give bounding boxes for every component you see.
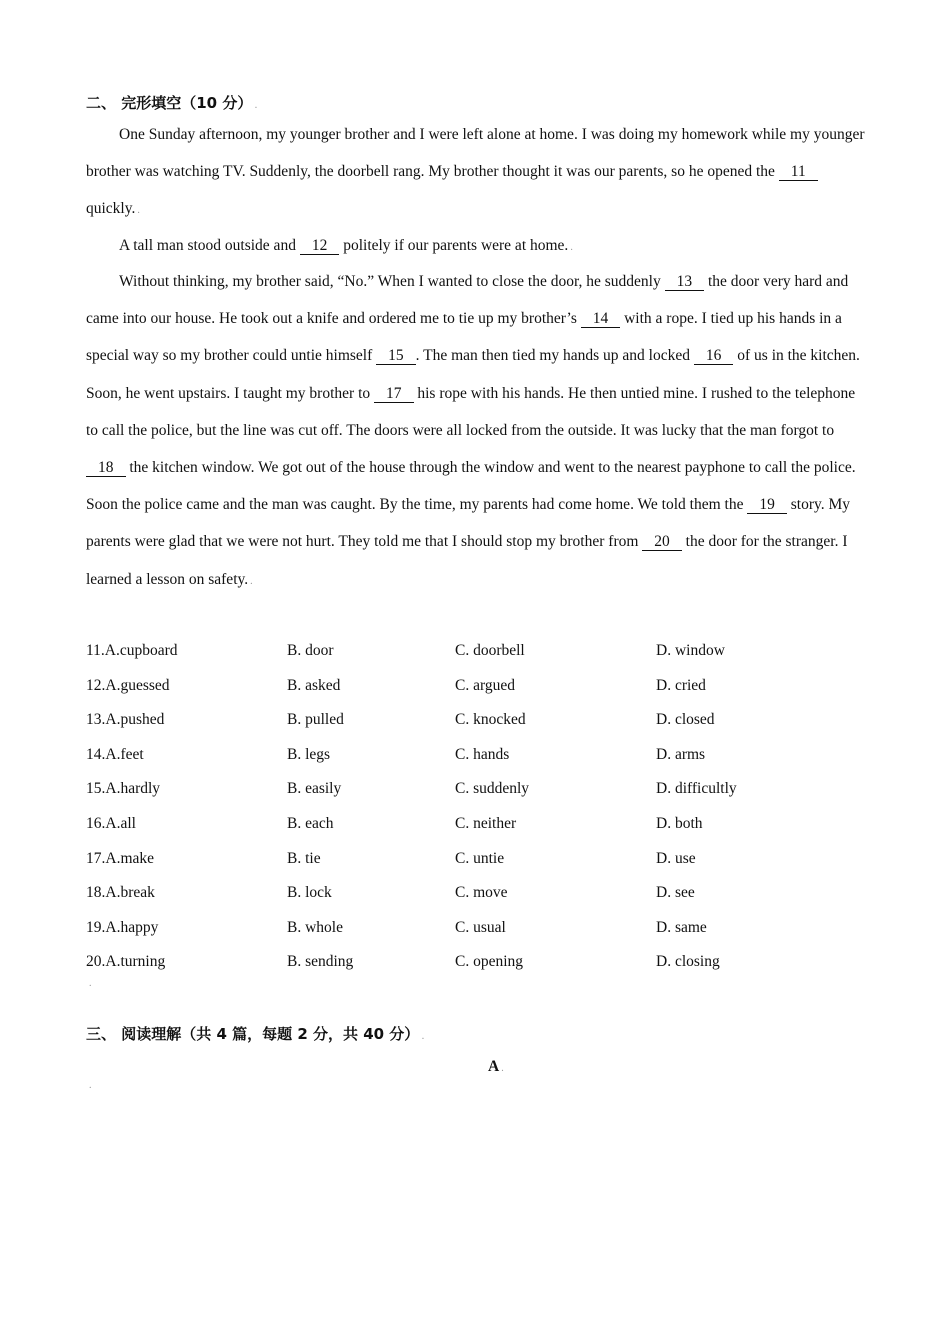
option-16-d: D. both (656, 814, 703, 832)
passage-a-label: A . (488, 1058, 504, 1075)
option-19-a: 19.A.happy (86, 918, 159, 936)
option-row-16 (86, 807, 886, 842)
blank-18: 18 (86, 460, 126, 477)
option-14-d: D. arms (656, 745, 706, 763)
passage-paragraph-3: Without thinking, my brother said, “No.” When I wanted to close the door, he suddenly 13 the door very hard and came into our house. He took out a knife and ordered me to tie up my brother’s 14 with a rope. I tied up his hands in a special way so my brother could untie himself 15 . The man then tied my hands up and locked 16 of us in the kitchen. Soon, he went upstairs. I taught my brother to 17 his rope with his hands. He then untied mine. I rushed to the telephone to call the police, but the line was cut off. The doors were all locked from the outside. It was lucky that the man forgot to 18 the kitchen window. We got out of the house through the window and went to the nearest payphone to call the police. Soon the police came and the man was caught. By the time, my parents had come home. We told them the 19 story. My parents were glad that we were not hurt. They told me that I should stop my brother from 20 the door for the stranger. I learned a lesson on safety. . (86, 273, 860, 588)
section-2-title: 二、 完形填空（10 分） (86, 94, 253, 112)
option-12-b: B. asked (287, 676, 341, 694)
option-16-b: B. each (287, 814, 334, 832)
option-15-b: B. easily (287, 780, 342, 798)
option-18-a: 18.A.break (86, 884, 155, 902)
option-17-a: 17.A.make (86, 849, 155, 867)
option-15-a: 15.A.hardly (86, 780, 161, 798)
option-11-b: B. door (287, 642, 334, 659)
p3-text-9: the door for the stranger. I learned a lesson on safety. (86, 533, 848, 588)
option-13-d: D. closed (656, 711, 715, 729)
option-15-d: D. difficultly (656, 780, 737, 798)
p3-text-1: Without thinking, my brother said, “No.” When I wanted to close the door, he suddenly (119, 273, 665, 290)
option-row-17 (86, 842, 886, 877)
p3-text-7: the kitchen window. We got out of the house through the window and went to the nearest payphone to call the police. Soon the police came and the man was caught. By the time, my parents had come home. We told them the (86, 459, 856, 514)
passage-paragraph-2: A tall man stood outside and 12 politely if our parents were at home. . (119, 237, 573, 254)
p3-text-2: the door very hard and came into our house. He took out a knife and ordered me to tie up my brother’s (86, 273, 849, 328)
option-14-b: B. legs (287, 745, 331, 763)
option-19-b: B. whole (287, 918, 343, 936)
option-13-a: 13.A.pushed (86, 711, 165, 729)
p2-text-before: A tall man stood outside and (119, 237, 300, 254)
option-12-c: C. argued (455, 676, 515, 694)
section-3-title: 三、 阅读理解（共 4 篇，每题 2 分，共 40 分） (86, 1025, 420, 1043)
option-12-d: D. cried (656, 676, 706, 694)
paragraph-mark-2: . (89, 1080, 92, 1091)
option-19-c: C. usual (455, 918, 506, 936)
option-20-b: B. sending (287, 953, 354, 971)
option-row-13 (86, 703, 886, 738)
option-row-11 (86, 634, 886, 669)
option-row-14 (86, 738, 886, 773)
option-row-19 (86, 911, 886, 946)
p1-text-after: quickly. (86, 200, 136, 218)
p3-text-5: of us in the kitchen. Soon, he went upstairs. I taught my brother to (86, 347, 860, 402)
p3-text-8: story. My parents were glad that we were not hurt. They told me that I should stop my brother from (86, 496, 851, 551)
blank-20: 20 (642, 534, 682, 551)
blank-19: 19 (747, 497, 787, 514)
option-19-d: D. same (656, 918, 707, 936)
blank-12: 12 (300, 238, 340, 255)
section-2-heading: 二、 完形填空（10 分） . (86, 94, 258, 112)
option-row-20 (86, 945, 886, 980)
p3-text-3: with a rope. I tied up his hands in a special way so my brother could untie himself (86, 310, 842, 365)
option-16-c: C. neither (455, 814, 517, 832)
blank-16: 16 (694, 348, 734, 365)
blank-14: 14 (581, 311, 621, 328)
option-18-d: D. see (656, 884, 695, 902)
option-16-a: 16.A.all (86, 814, 136, 832)
p2-text-after: politely if our parents were at home. (339, 237, 569, 254)
option-17-c: C. untie (455, 849, 505, 867)
passage-paragraph-1: One Sunday afternoon, my younger brother and I were left alone at home. I was doing my homework while my younger brother was watching TV. Suddenly, the doorbell rang. My brother thought it was our parents, so he opened the 11 quickly. . (86, 126, 865, 218)
option-18-c: C. move (455, 884, 508, 902)
paragraph-mark: . (89, 978, 92, 989)
options-table (86, 634, 886, 980)
option-13-c: C. knocked (455, 711, 526, 729)
option-12-a: 12.A.guessed (86, 676, 170, 694)
blank-13: 13 (665, 274, 705, 291)
blank-15: 15 (376, 348, 416, 365)
option-13-b: B. pulled (287, 711, 344, 729)
p3-text-6: his rope with his hands. He then untied mine. I rushed to the telephone to call the police, but the line was cut off. The doors were all locked from the outside. It was lucky that the man forgot to (86, 384, 856, 439)
blank-11: 11 (779, 164, 818, 181)
option-20-a: 20.A.turning (86, 953, 166, 971)
p3-text-4: . The man then tied my hands up and locked (415, 347, 694, 365)
blank-17: 17 (374, 386, 414, 403)
option-11-d: D. window (656, 642, 725, 659)
option-17-d: D. use (656, 849, 696, 867)
option-14-c: C. hands (455, 745, 510, 763)
section-3-heading: 三、 阅读理解（共 4 篇，每题 2 分，共 40 分） . (86, 1025, 425, 1043)
option-20-c: C. opening (455, 953, 524, 971)
option-18-b: B. lock (287, 884, 332, 902)
option-14-a: 14.A.feet (86, 745, 144, 763)
p1-text-before: One Sunday afternoon, my younger brother and I were left alone at home. I was doing my homework while my younger brother was watching TV. Suddenly, the doorbell rang. My brother thought it was our parents, so he opened the (86, 126, 865, 181)
option-11-c: C. doorbell (455, 642, 525, 659)
option-20-d: D. closing (656, 953, 720, 971)
option-15-c: C. suddenly (455, 780, 530, 798)
option-row-12 (86, 669, 886, 704)
option-row-15 (86, 772, 886, 807)
option-row-18 (86, 876, 886, 911)
option-11-a: 11.A.cupboard (86, 642, 178, 659)
option-17-b: B. tie (287, 849, 321, 867)
